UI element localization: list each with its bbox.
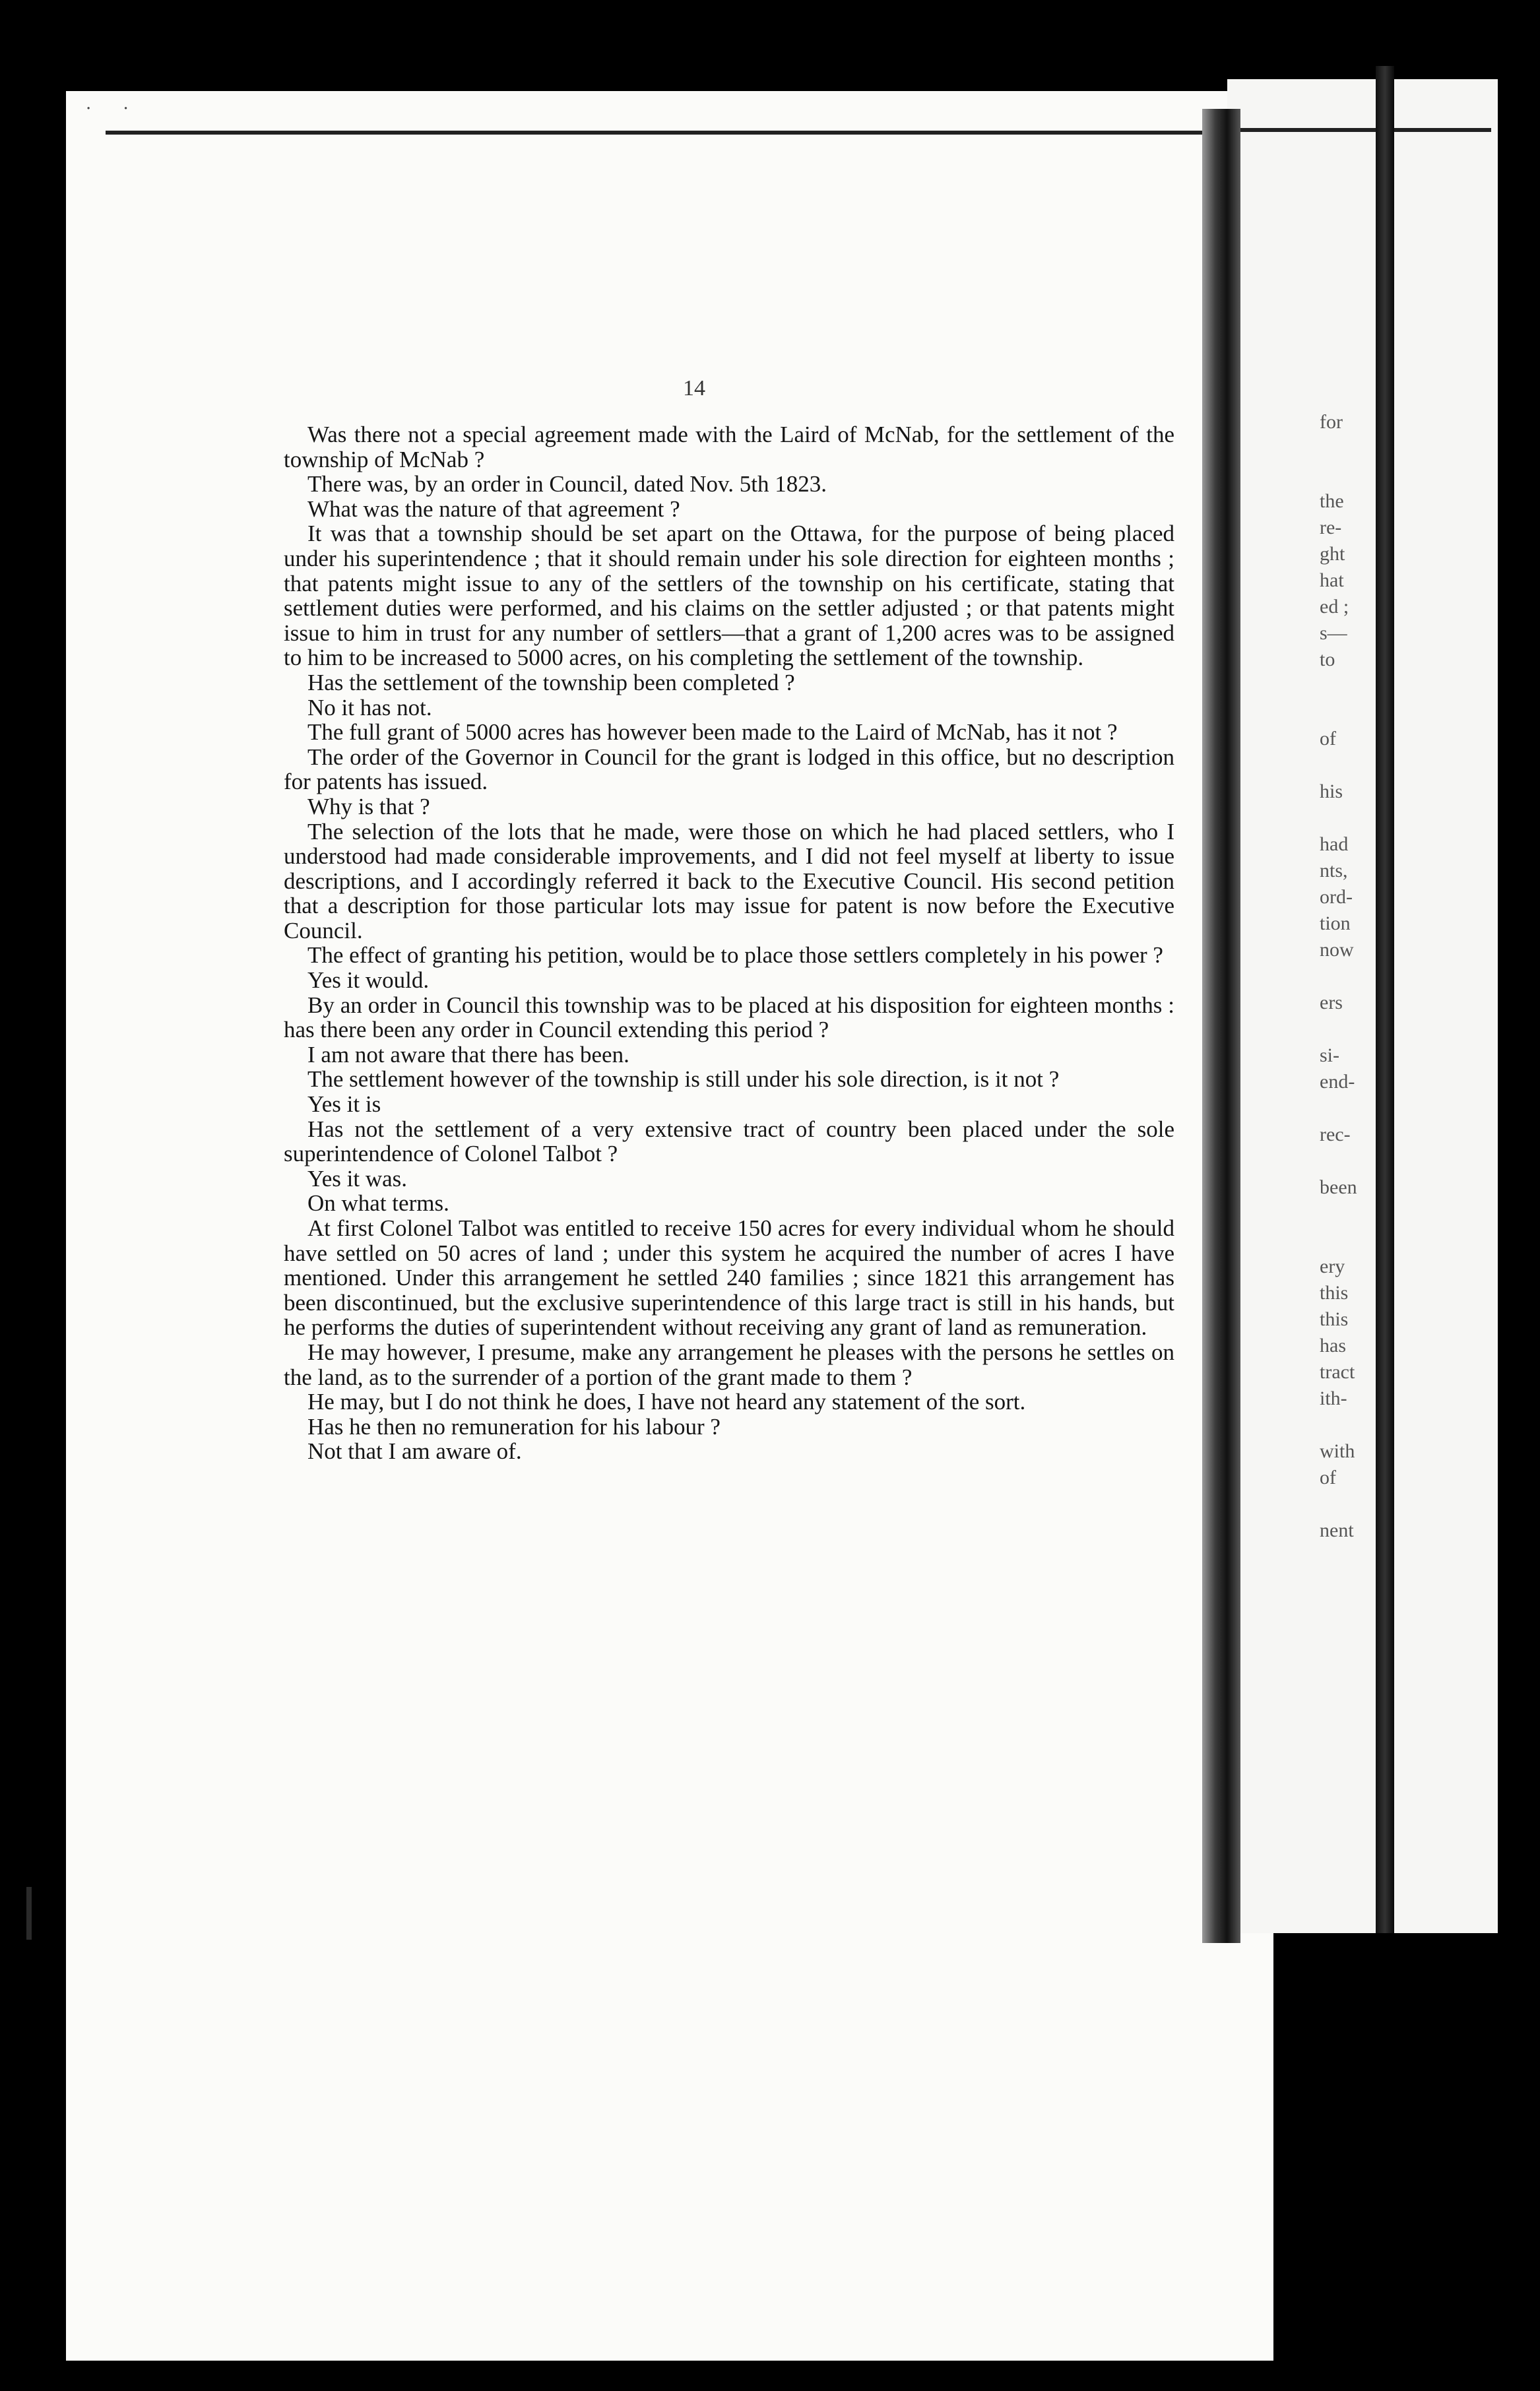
bleed-fragment: tract <box>1320 1361 1355 1383</box>
paragraph: On what terms. <box>307 1190 449 1217</box>
bleed-fragment: now <box>1320 939 1354 961</box>
bleed-fragment: tion <box>1320 912 1351 934</box>
bleed-fragment <box>1320 752 1478 779</box>
bleed-fragment: to <box>1320 649 1335 670</box>
bleed-fragment <box>1320 1412 1478 1438</box>
bleed-fragment: s— <box>1320 622 1347 644</box>
adjacent-page-rule <box>1240 128 1491 132</box>
bleed-fragment: of <box>1320 1467 1336 1488</box>
page-fold-shadow <box>1202 109 1240 1943</box>
paragraph: What was the nature of that agreement ? <box>307 495 680 522</box>
bleed-fragment <box>1320 1016 1478 1042</box>
paragraph: No it has not. <box>307 694 432 720</box>
bleed-fragment: rec- <box>1320 1124 1351 1145</box>
bleed-fragment: ord- <box>1320 886 1353 908</box>
top-margin-marks: · · <box>86 99 142 119</box>
margin-mark <box>26 1887 32 1940</box>
paragraph: The full grant of 5000 acres has however been made to the Laird of McNab, has it not ? <box>307 719 1118 746</box>
bleed-fragment: has <box>1320 1335 1346 1356</box>
bleed-fragment: of <box>1320 728 1336 749</box>
bleed-fragment: for <box>1320 411 1343 433</box>
bleed-fragment: nts, <box>1320 860 1348 881</box>
body-text <box>284 422 1174 1464</box>
paragraph: The effect of granting his petition, would be to place those settlers completely in his power ? <box>307 942 1163 969</box>
paragraph: Yes it was. <box>307 1165 408 1192</box>
paragraph: He may, but I do not think he does, I have not heard any statement of the sort. <box>307 1389 1026 1415</box>
bleed-fragment <box>1320 805 1478 831</box>
paragraph: Yes it is <box>307 1091 381 1118</box>
bleed-fragment: had <box>1320 833 1349 855</box>
paragraph: It was that a township should be set apart on the Ottawa, for the purpose of being placed under his superintendence ; that it should remain under his sole direction for eighteen months ; that patents might issue to any of the settlers of the township on his certificate, stating that settlement duties were performed, and his claims on the settler adjusted ; or that patents might issue to him in trust for any number of settlers—that a grant of 1,200 acres was to be assigned to him to be increased to 5000 acres, on his completing the settlement of the township. <box>284 521 1174 671</box>
bleed-fragment: ers <box>1320 992 1343 1013</box>
bleed-fragment <box>1320 1095 1478 1122</box>
bleed-fragment: been <box>1320 1176 1357 1198</box>
paragraph: Has not the settlement of a very extensive tract of country been placed under the sole superintendence of Colonel Talbot ? <box>284 1116 1174 1167</box>
top-rule-line <box>106 131 1254 135</box>
bleed-fragment: this <box>1320 1282 1349 1304</box>
bleed-fragment: hat <box>1320 569 1344 591</box>
bleed-fragment: ed ; <box>1320 596 1349 618</box>
bleed-fragment: ith- <box>1320 1387 1347 1409</box>
bleed-fragment: the <box>1320 490 1344 512</box>
paragraph: Yes it would. <box>307 967 430 994</box>
bleed-fragment <box>1320 462 1478 488</box>
paragraph: Why is that ? <box>307 793 430 819</box>
paragraph: I am not aware that there has been. <box>307 1041 629 1068</box>
paragraph: He may however, I presume, make any arrangement he pleases with the persons he settles on the land, as to the surrender of a portion of the grant made to them ? <box>284 1339 1174 1390</box>
paragraph: The settlement however of the township is still under his sole direction, is it not ? <box>307 1066 1060 1093</box>
page-number: 14 <box>683 376 705 400</box>
bleed-fragment: ery <box>1320 1256 1345 1277</box>
bleed-fragment <box>1320 699 1478 726</box>
bleed-fragment <box>1320 435 1478 462</box>
bleed-fragment: his <box>1320 781 1343 802</box>
paragraph: There was, by an order in Council, dated Nov. 5th 1823. <box>307 471 827 497</box>
bleed-through-text <box>1320 409 1478 1544</box>
bleed-fragment: nent <box>1320 1519 1354 1541</box>
bleed-fragment <box>1320 963 1478 990</box>
bleed-fragment <box>1320 1201 1478 1227</box>
bleed-fragment: end- <box>1320 1071 1355 1093</box>
bleed-fragment <box>1320 1491 1478 1517</box>
bleed-fragment <box>1320 1227 1478 1254</box>
paragraph: Not that I am aware of. <box>307 1438 522 1465</box>
bleed-fragment: re- <box>1320 517 1342 538</box>
bleed-fragment: this <box>1320 1308 1349 1330</box>
paragraph: The selection of the lots that he made, were those on which he had placed settlers, who I understood had made considerable improvements, and I did not feel myself at liberty to issue descriptions, and I accordingly referred it back to the Executive Council. His second petition that a description for those particular lots may issue for patent is now before the Executive Council. <box>284 818 1174 943</box>
paragraph: By an order in Council this township was to be placed at his disposition for eighteen months : has there been any order in Council extending this period ? <box>284 992 1174 1043</box>
paragraph: The order of the Governor in Council for the grant is lodged in this office, but no description for patents has issued. <box>284 744 1174 795</box>
paragraph: Was there not a special agreement made with the Laird of McNab, for the settlement of the township of McNab ? <box>284 422 1174 472</box>
bleed-fragment <box>1320 673 1478 699</box>
bleed-fragment <box>1320 1148 1478 1174</box>
bleed-fragment: ght <box>1320 543 1345 565</box>
paragraph: At first Colonel Talbot was entitled to receive 150 acres for every individual whom he should have settled on 50 acres of land ; under this system he acquired the number of acres I have mentioned. Under this arrangement he settled 240 families ; since 1821 this arrangement has been discontinued, but the exclusive superintendence of this large tract is still in his hands, but he performs the duties of superintendent without receiving any grant of land as remuneration. <box>284 1215 1174 1341</box>
bleed-fragment: si- <box>1320 1044 1339 1066</box>
bleed-fragment: with <box>1320 1440 1355 1462</box>
paragraph: Has he then no remuneration for his labour ? <box>307 1413 721 1440</box>
paragraph: Has the settlement of the township been completed ? <box>307 669 795 695</box>
